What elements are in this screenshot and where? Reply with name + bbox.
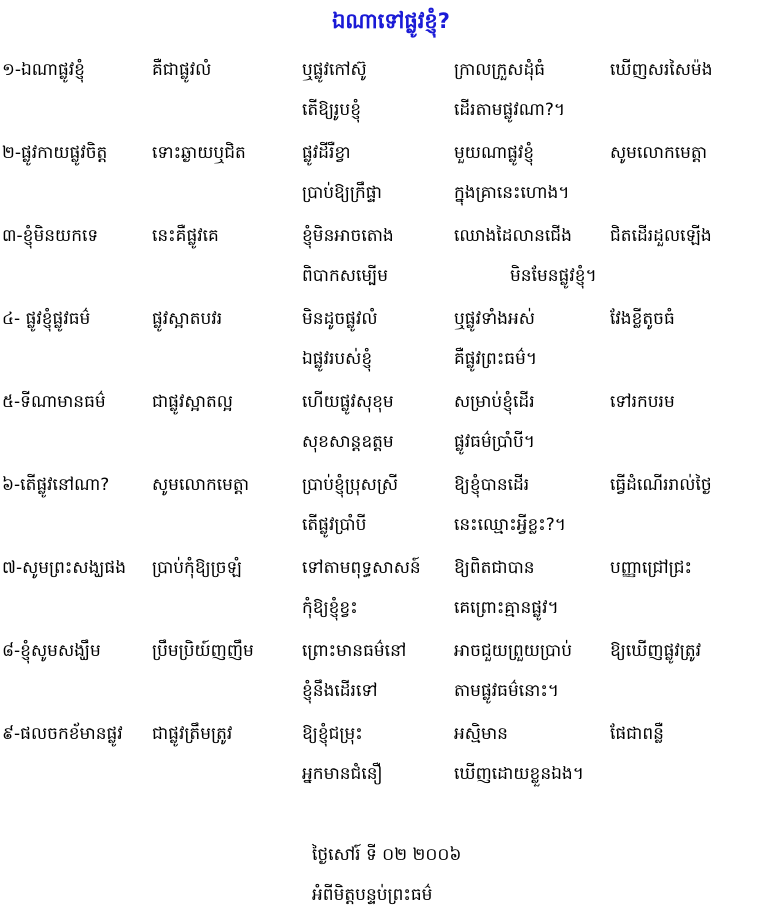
verse-phrase: ឃើញសរសៃម៉ង [610, 60, 713, 80]
verse-phrase: ផ្លូវស្អាតបវរ [152, 309, 223, 329]
footer-author: អំពីមិត្តបន្ទប់ព្រះធម៌ [312, 885, 433, 905]
verse-phrase: ធ្វើដំណើររាល់ថ្ងៃ [610, 475, 712, 495]
stanza-opening-phrase: ៣-ខ្ញុំមិនយកទេ [2, 226, 99, 246]
stanza-line-1 [0, 304, 782, 334]
verse-phrase: ទោះឆ្ងាយឬជិត [152, 143, 246, 163]
verse-phrase: ប្រាប់ឱ្យក្រឹផ្ទា [302, 183, 382, 203]
stanza-opening-phrase: ៦-តើផ្លូវនៅណា? [2, 475, 110, 495]
verse-phrase: ឬផ្លូវទាំងអស់ [454, 309, 535, 329]
stanza [0, 636, 782, 720]
verse-phrase: ឱ្យខ្ញុំបានដើរ [454, 475, 530, 495]
stanza-line-2 [0, 427, 782, 457]
verse-phrase: ជិតដើរដួលឡើង [610, 226, 712, 246]
stanza-line-2 [0, 178, 782, 208]
verse-phrase: ប្រាប់កុំឱ្យច្រឡំ [152, 558, 242, 578]
verse-phrase: គឺផ្លូវព្រះធម៌។ [454, 349, 538, 369]
verse-phrase: ខ្ញុំមិនអាចតោង [302, 226, 394, 246]
verse-phrase: ផែជាពន្លឺ [610, 724, 664, 744]
verse-phrase: មួយណាផ្លូវខ្ញុំ [454, 143, 535, 163]
stanza-line-2 [0, 344, 782, 374]
stanza-opening-phrase: ៩-ផលចកខ័មានផ្លូវ [2, 724, 123, 744]
verse-phrase: ឯផ្លូវរបស់ខ្ញុំ [302, 349, 373, 369]
verse-phrase: ទៅតាមពុទ្ធសាសន៍ [302, 558, 421, 578]
verse-phrase: ប្រឹមប្រិយ៍ញញឹម [152, 641, 254, 661]
verse-phrase: សូមលោកមេត្តា [152, 475, 250, 495]
stanza-line-2 [0, 510, 782, 540]
stanza [0, 304, 782, 388]
verse-phrase: ពិបាកសម្បើម [302, 266, 388, 286]
verse-phrase: ព្រោះមានធម៌នៅ [302, 641, 407, 661]
verse-phrase: ឱ្យឃើញផ្លូវត្រូវ [610, 641, 702, 661]
verse-phrase: សម្រាប់ខ្ញុំដើរ [454, 392, 535, 412]
verse-phrase: នេះគឺផ្លូវគេ [152, 226, 219, 246]
stanza [0, 55, 782, 139]
verse-phrase: វែងខ្លីតូចធំ [610, 309, 675, 329]
stanza-line-1 [0, 719, 782, 749]
stanza-line-1 [0, 387, 782, 417]
stanza-line-2 [0, 593, 782, 623]
stanza-line-1 [0, 138, 782, 168]
footer-date: ថ្ងៃសៅរ៍ ទី ០២ ២០០៦ [312, 845, 462, 865]
verse-phrase: ជាផ្លូវត្រឹមត្រូវ [152, 724, 233, 744]
verse-phrase: ឱ្យខ្ញុំជម្រុះ [302, 724, 363, 744]
stanza-line-2 [0, 95, 782, 125]
verse-phrase: ប្រាប់ខ្ញុំប្រុសស្រី [302, 475, 399, 495]
verse-phrase: អាចជួយព្រួយប្រាប់ [454, 641, 573, 661]
stanza-line-1 [0, 55, 782, 85]
verse-phrase: តើផ្លូវប្រាំបី [302, 515, 367, 535]
verse-phrase: ក្រាលក្រួសដុំធំ [454, 60, 546, 80]
stanza-line-2 [0, 261, 782, 291]
verse-phrase: ឈោងដៃលានជើង [454, 226, 572, 246]
stanza-opening-phrase: ៤- ផ្លូវខ្ញុំផ្លូវធម៌ [2, 309, 91, 329]
stanza-line-2 [0, 759, 782, 789]
stanza [0, 387, 782, 471]
verse-phrase: ទៅរកបរម [610, 392, 675, 412]
stanza-opening-phrase: ២-ផ្លូវកាយផ្លូវចិត្ត [2, 143, 108, 163]
verse-phrase: ឃើញដោយខ្លួនឯង។ [454, 764, 584, 784]
verse-phrase: មិនដូចផ្លូវលំ [302, 309, 378, 329]
verse-phrase: អស្មិមាន [454, 724, 508, 744]
verse-phrase: មិនមែនផ្លូវខ្ញុំ។ [510, 266, 597, 286]
stanza-line-1 [0, 221, 782, 251]
verse-phrase: ផ្លូវដីរឺខ្វា [302, 143, 351, 163]
verse-phrase: កុំឱ្យខ្ញុំខ្វះ [302, 598, 358, 618]
stanza-opening-phrase: ១-ឯណាផ្លូវខ្ញុំ [2, 60, 85, 80]
stanza [0, 553, 782, 637]
verse-phrase: តើឱ្យរូបខ្ញុំ [302, 100, 362, 120]
stanza-line-2 [0, 676, 782, 706]
verse-phrase: ឱ្យពិតជាបាន [454, 558, 535, 578]
verse-phrase: ដើរតាមផ្លូវណា?។ [454, 100, 566, 120]
verse-phrase: ក្នុងគ្រានេះហោង។ [454, 183, 570, 203]
verse-phrase: គឺជាផ្លូវលំ [152, 60, 212, 80]
verse-phrase: អ្នកមានជំនឿ [302, 764, 383, 784]
stanza-opening-phrase: ៨-ខ្ញុំសូមសង្ឃឹម [2, 641, 101, 661]
stanza [0, 470, 782, 554]
stanza [0, 221, 782, 305]
stanza-line-1 [0, 470, 782, 500]
stanza-line-1 [0, 636, 782, 666]
stanza [0, 719, 782, 803]
verse-phrase: ខ្ញុំនឹងដើរទៅ [302, 681, 378, 701]
stanza-opening-phrase: ៧-សូមព្រះសង្ឃផង [2, 558, 127, 578]
verse-phrase: ហើយផ្លូវសុខុម [302, 392, 394, 412]
stanza-opening-phrase: ៥-ទីណាមានធម៌ [2, 392, 106, 412]
verse-phrase: គេព្រោះគ្មានផ្លូវ។ [454, 598, 559, 618]
verse-phrase: ផ្លូវធម៌ប្រាំបី។ [454, 432, 536, 452]
poem-title: ឯណាទៅផ្លូវខ្ញុំ? [332, 9, 450, 33]
verse-phrase: បញ្ញាជ្រៅជ្រះ [610, 558, 693, 578]
stanza-line-1 [0, 553, 782, 583]
stanza [0, 138, 782, 222]
verse-phrase: សុខសាន្តឧត្តម [302, 432, 394, 452]
verse-phrase: នេះឈ្មោះអ្វីខ្លះ?។ [454, 515, 566, 535]
verse-phrase: ឬផ្លូវកៅស៊ូ [302, 60, 367, 80]
verse-phrase: ជាផ្លូវស្អាតល្អ [152, 392, 233, 412]
verse-phrase: តាមផ្លូវធម៌នោះ។ [454, 681, 560, 701]
verse-phrase: សូមលោកមេត្តា [610, 143, 708, 163]
